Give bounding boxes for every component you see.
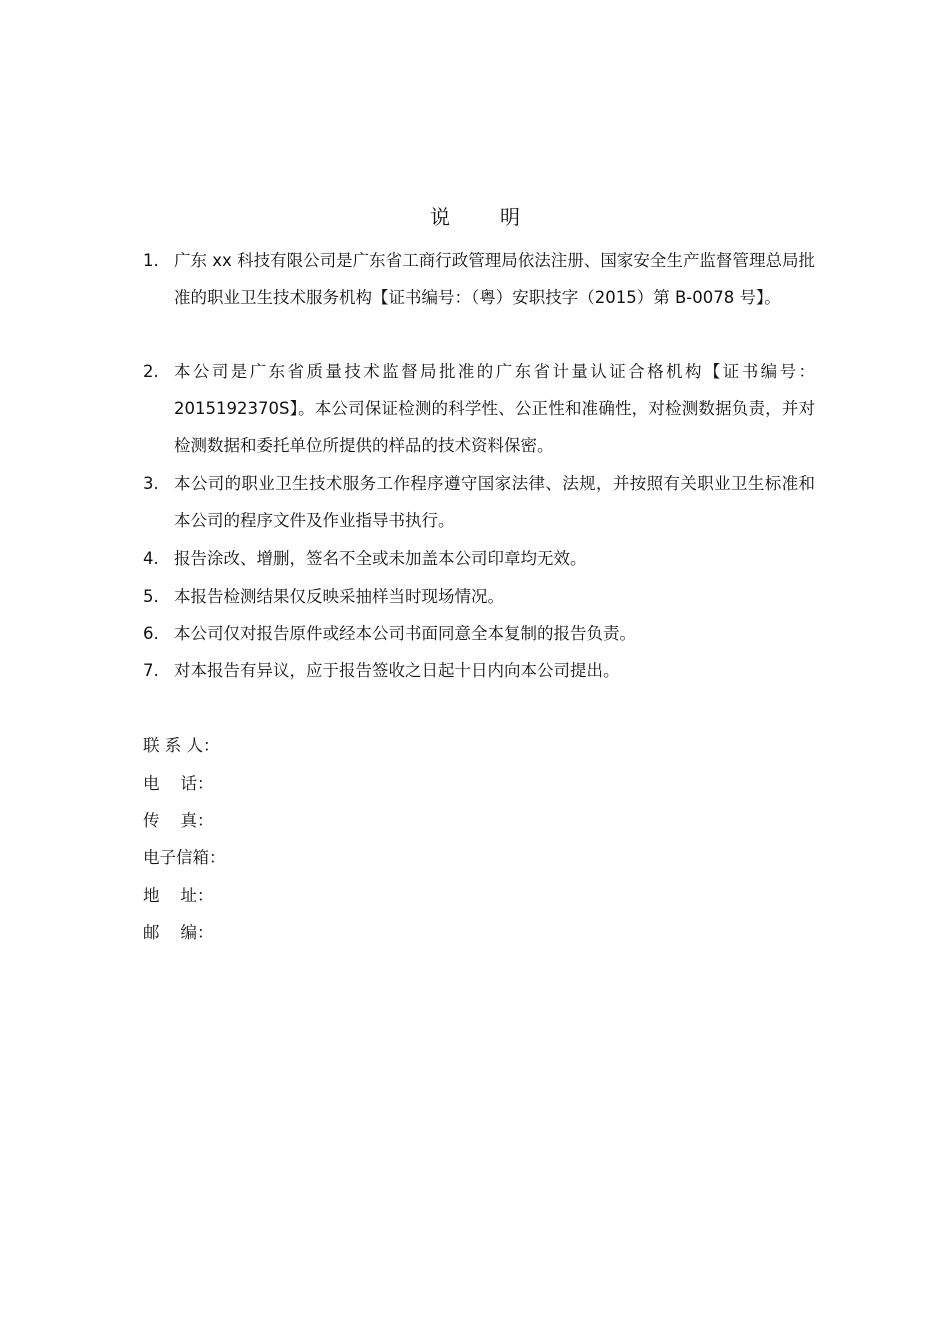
postcode-label: 邮 编： [143, 923, 214, 942]
list-item [143, 652, 815, 689]
list-item [143, 578, 815, 615]
list-item [143, 615, 815, 652]
list-item [143, 465, 815, 539]
item-text: 本公司的职业卫生技术服务工作程序遵守国家法律、法规，并按照有关职业卫生标准和本公司的程序文件及作业指导书执行。 [174, 474, 815, 530]
fax-label: 传 真： [143, 811, 214, 830]
item-number: 1. [143, 251, 159, 270]
item-text: 对本报告有异议，应于报告签收之日起十日内向本公司提出。 [174, 661, 620, 680]
item-number: 3. [143, 474, 159, 493]
item-number: 5. [143, 587, 159, 606]
list-item [143, 353, 815, 464]
page-title: 说明 [430, 205, 570, 229]
item-number: 6. [143, 624, 159, 643]
contact-person-label: 联 系 人： [143, 736, 220, 755]
address-label: 地 址： [143, 886, 214, 905]
phone-label: 电 话： [143, 774, 214, 793]
item-text: 本公司仅对报告原件或经本公司书面同意全本复制的报告负责。 [174, 624, 636, 643]
list-item [143, 540, 815, 577]
item-number: 4. [143, 549, 159, 568]
item-text: 本报告检测结果仅反映采抽样当时现场情况。 [174, 587, 504, 606]
item-text: 本公司是广东省质量技术监督局批准的广东省计量认证合格机构【证书编号：2015192370S】。本公司保证检测的科学性、公正性和准确性，对检测数据负责，并对检测数据和委托单位所提供的样品的技术资料保密。 [174, 362, 815, 455]
item-text: 广东 xx 科技有限公司是广东省工商行政管理局依法注册、国家安全生产监督管理总局批准的职业卫生技术服务机构【证书编号：（粤）安职技字（2015）第 B-0078 号】。 [174, 251, 815, 307]
email-label: 电子信箱： [143, 848, 226, 867]
list-item [143, 242, 815, 316]
item-number: 2. [143, 362, 159, 381]
item-number: 7. [143, 661, 159, 680]
item-text: 报告涂改、增删，签名不全或未加盖本公司印章均无效。 [174, 549, 587, 568]
